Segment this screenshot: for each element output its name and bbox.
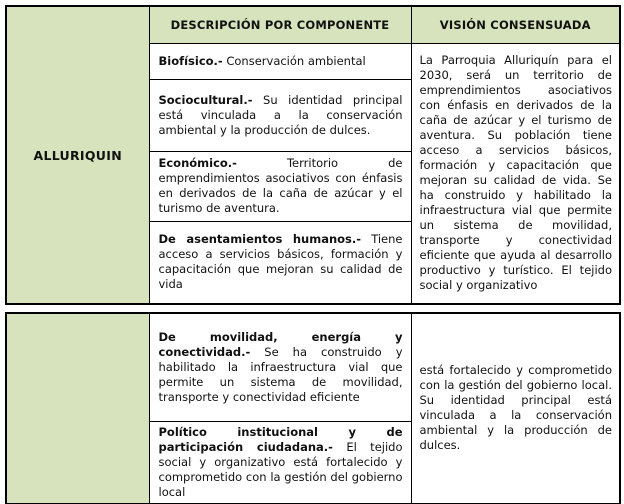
component-label: Biofísico.- (158, 53, 223, 68)
component-row-movilidad (149, 313, 411, 421)
component-text: Conservación ambiental (226, 53, 366, 68)
component-label: Económico.- (158, 156, 237, 170)
table-block-gap (5, 305, 619, 312)
component-row-sociocultural (149, 79, 411, 151)
component-text: Se ha construido y habilitado la infraestructura vial que permite un sistema de movilidad, transporte y conectividad eficiente (158, 344, 403, 404)
planning-table-block-2 (5, 312, 621, 504)
component-text: Tiene acceso a servicios básicos, formación y capacitación que mejoran su calidad de vida (158, 232, 403, 292)
planning-table-block-1 (5, 5, 621, 305)
component-row-economico (149, 151, 411, 221)
component-row-politico (149, 421, 411, 504)
vision-text-part1: La Parroquia Alluriquín para el 2030, será un territorio de emprendimientos asociativos con énfasis en derivados de la caña de azúcar y el turismo de aventura. Su población tiene acceso a servicios básicos, formación y capacitación que mejoran su calidad de vida. Se ha construido y habilitado la infraestructura vial que permite un sistema de movilidad, transporte y conectividad eficiente que ayuda al desarrollo productivo y turístico. El tejido social y organizativo (419, 53, 612, 293)
column-header-description-label: DESCRIPCIÓN POR COMPONENTE (170, 17, 390, 32)
component-label: De movilidad, energía y conectividad.- (158, 329, 403, 359)
component-text: Territorio de emprendimientos asociativos con énfasis en derivados de la caña de azúcar y el turismo de aventura. (158, 156, 403, 215)
component-label: Sociocultural.- (158, 92, 253, 107)
column-header-vision-label: VISIÓN CONSENSUADA (439, 17, 591, 32)
component-text: El tejido social y organizativo está fortalecido y comprometido con la gestión del gobierno local (158, 439, 403, 499)
vision-text-part2: está fortalecido y comprometido con la gestión del gobierno local. Su identidad principal está vinculada a la conservación ambiental y la producción de dulces. (419, 363, 612, 453)
column-header-vision (411, 6, 620, 43)
parish-name-cell-empty (6, 313, 149, 504)
component-row-biofisico (149, 43, 411, 79)
component-row-asentamientos (149, 221, 411, 304)
parish-name-label: ALLURIQUIN (33, 147, 122, 163)
column-header-description (149, 6, 411, 43)
parish-name-cell (6, 6, 149, 304)
vision-cell-part2 (411, 313, 620, 504)
vision-cell-part1 (411, 43, 620, 304)
component-label: Político institucional y de participación ciudadana.- (158, 424, 403, 454)
component-text: Su identidad principal está vinculada a la conservación ambiental y la producción de dulces. (158, 92, 403, 137)
component-label: De asentamientos humanos.- (158, 232, 362, 247)
